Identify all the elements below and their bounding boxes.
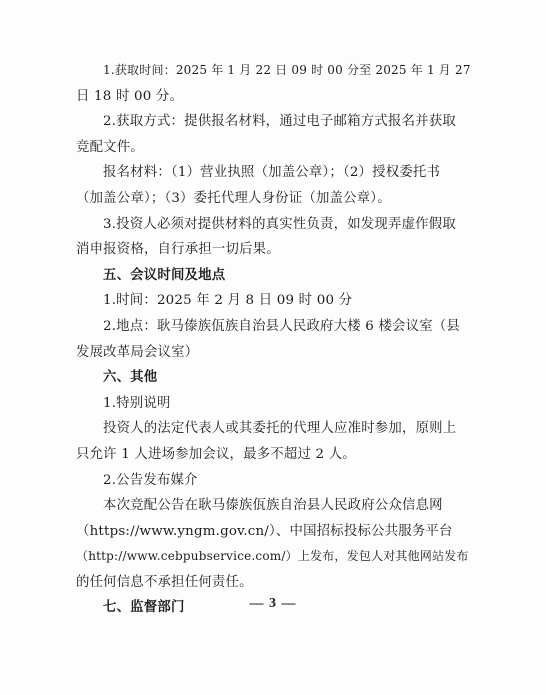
section-heading: 六、其他 bbox=[103, 369, 158, 386]
section-heading: 五、会议时间及地点 bbox=[103, 266, 226, 283]
paragraph-line: 1.时间：2025 年 2 月 8 日 09 时 00 分 bbox=[103, 293, 353, 309]
section-heading: 七、监督部门 bbox=[103, 599, 185, 616]
paragraph-line: 发展改革局会议室） bbox=[76, 344, 199, 360]
paragraph-line: 1.获取时间：2025 年 1 月 22 日 09 时 00 分至 2025 年 1 月 27 bbox=[103, 63, 471, 77]
paragraph-line: （https://www.yngm.gov.cn/）、中国招标投标公共服务平台 bbox=[76, 523, 453, 539]
paragraph-line: 报名材料：（1）营业执照（加盖公章）；（2）授权委托书 bbox=[103, 165, 441, 181]
paragraph-line: 投资人的法定代表人或其委托的代理人应准时参加，原则上 bbox=[103, 421, 457, 437]
paragraph-line: 3.投资人必须对提供材料的真实性负责，如发现弄虚作假取 bbox=[103, 216, 456, 232]
page-number: — 3 — bbox=[249, 596, 297, 611]
paragraph-line: 消申报资格，自行承担一切后果。 bbox=[76, 242, 280, 258]
paragraph-line: 2.地点：耿马傣族佤族自治县人民政府大楼 6 楼会议室（县 bbox=[103, 318, 460, 334]
paragraph-line: 日 18 时 00 分。 bbox=[76, 88, 184, 104]
paragraph-line: 竞配文件。 bbox=[76, 139, 144, 155]
paragraph-line: （http://www.cebpubservice.com/）上发布，发包人对其他网站发布 bbox=[76, 549, 469, 564]
paragraph-line: 的任何信息不承担任何责任。 bbox=[76, 574, 253, 590]
paragraph-line: （加盖公章）；（3）委托代理人身份证（加盖公章）。 bbox=[76, 190, 391, 206]
paragraph-line: 2.获取方式：提供报名材料，通过电子邮箱方式报名并获取 bbox=[103, 114, 456, 130]
subsection-heading: 2.公告发布媒介 bbox=[103, 472, 198, 488]
paragraph-line: 只允许 1 人进场参加会议，最多不超过 2 人。 bbox=[76, 446, 356, 462]
paragraph-line: 本次竞配公告在耿马傣族佤族自治县人民政府公众信息网 bbox=[103, 498, 443, 514]
document-body bbox=[76, 58, 474, 621]
subsection-heading: 1.特别说明 bbox=[103, 395, 171, 411]
